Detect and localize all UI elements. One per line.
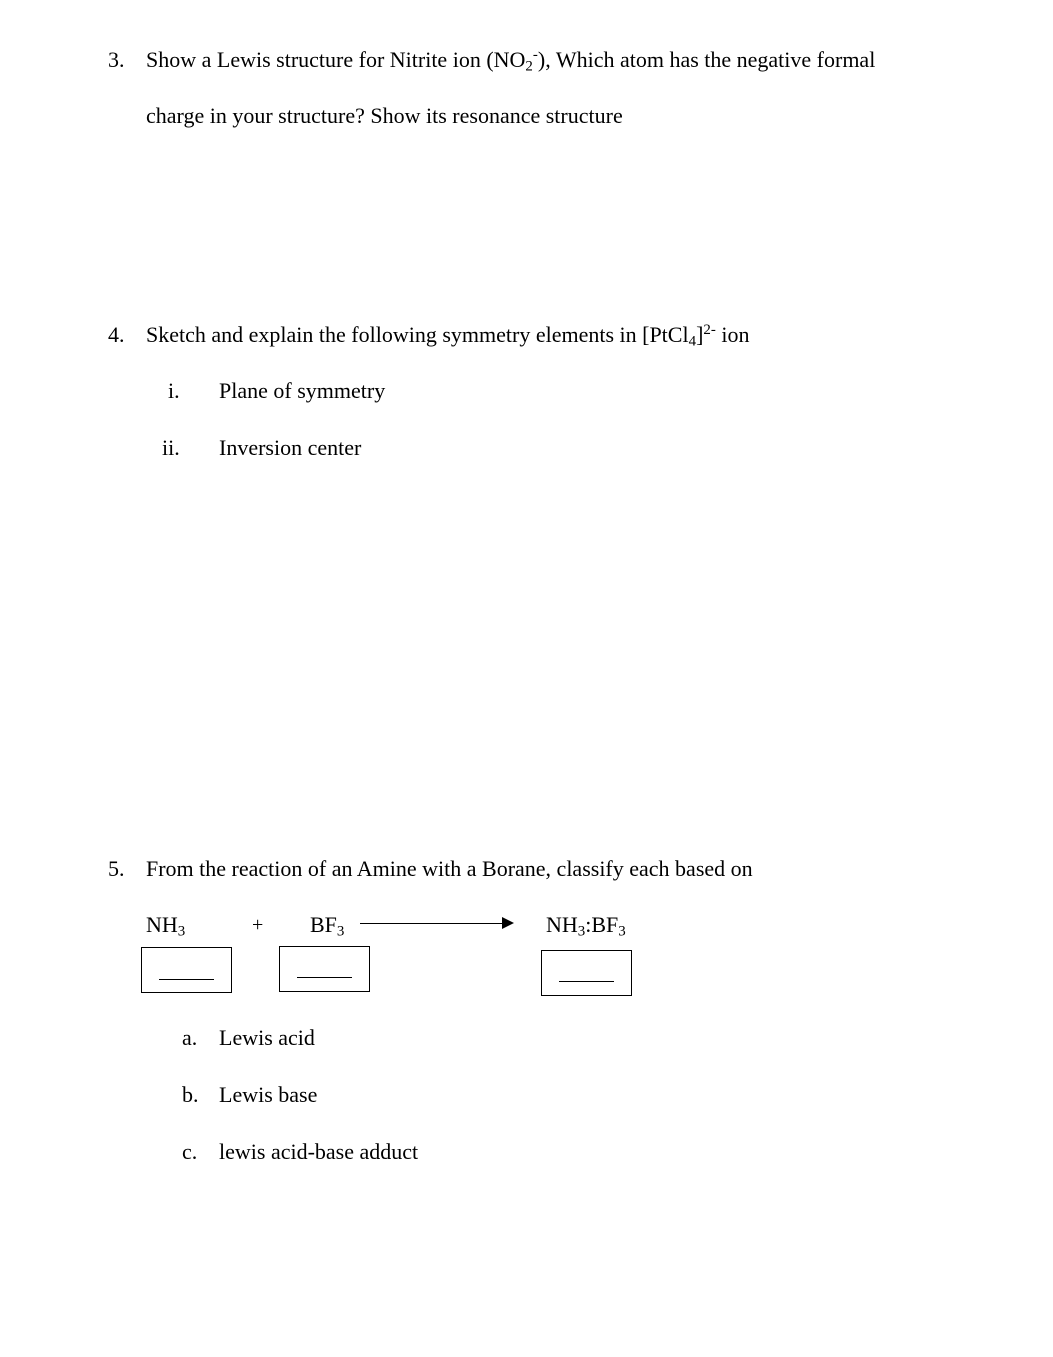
plus-sign: + bbox=[252, 914, 264, 936]
list-item-label: Plane of symmetry bbox=[219, 378, 386, 403]
subscript: 2 bbox=[525, 58, 533, 75]
product-adduct: $NH_3:BF_3$ bbox=[546, 912, 626, 940]
answer-blank bbox=[559, 981, 614, 982]
reactant-bf3: $BF_3$ bbox=[310, 912, 345, 940]
superscript: - bbox=[532, 46, 538, 63]
question-5-number: 5. bbox=[108, 856, 125, 881]
superscript: 2- bbox=[703, 321, 716, 338]
reactant-nh3: $NH_3$ bbox=[146, 912, 186, 940]
list-item-label: Inversion center bbox=[219, 435, 362, 460]
list-item-marker: i. bbox=[168, 378, 180, 403]
option-label: lewis acid-base adduct bbox=[219, 1139, 419, 1164]
question-4-number: 4. bbox=[108, 322, 125, 347]
option-marker: a. bbox=[182, 1025, 198, 1050]
question-3-number: 3. bbox=[108, 47, 125, 72]
list-item-marker: ii. bbox=[162, 435, 180, 460]
question-4-text: Sketch and explain the following symmetry elements in [PtCl$_4$]$^{2-}$ ion bbox=[146, 321, 750, 350]
answer-blank bbox=[297, 977, 352, 978]
subscript: 4 bbox=[688, 333, 697, 350]
option-label: Lewis base bbox=[219, 1082, 318, 1107]
question-3-line-2: charge in your structure? Show its resonance structure bbox=[146, 103, 623, 128]
answer-blank bbox=[159, 979, 214, 980]
question-3-line-1: Show a Lewis structure for Nitrite ion $(NO_2^-)$, Which atom has the negative formal bbox=[146, 46, 876, 75]
reaction-arrow bbox=[360, 923, 504, 924]
reaction-arrow-head bbox=[502, 917, 514, 929]
answer-box-adduct[interactable] bbox=[541, 950, 632, 996]
option-marker: c. bbox=[182, 1139, 198, 1164]
option-marker: b. bbox=[182, 1082, 199, 1107]
option-label: Lewis acid bbox=[219, 1025, 315, 1050]
answer-box-nh3[interactable] bbox=[141, 947, 232, 993]
answer-box-bf3[interactable] bbox=[279, 946, 370, 992]
question-5-text: From the reaction of an Amine with a Borane, classify each based on bbox=[146, 856, 753, 881]
